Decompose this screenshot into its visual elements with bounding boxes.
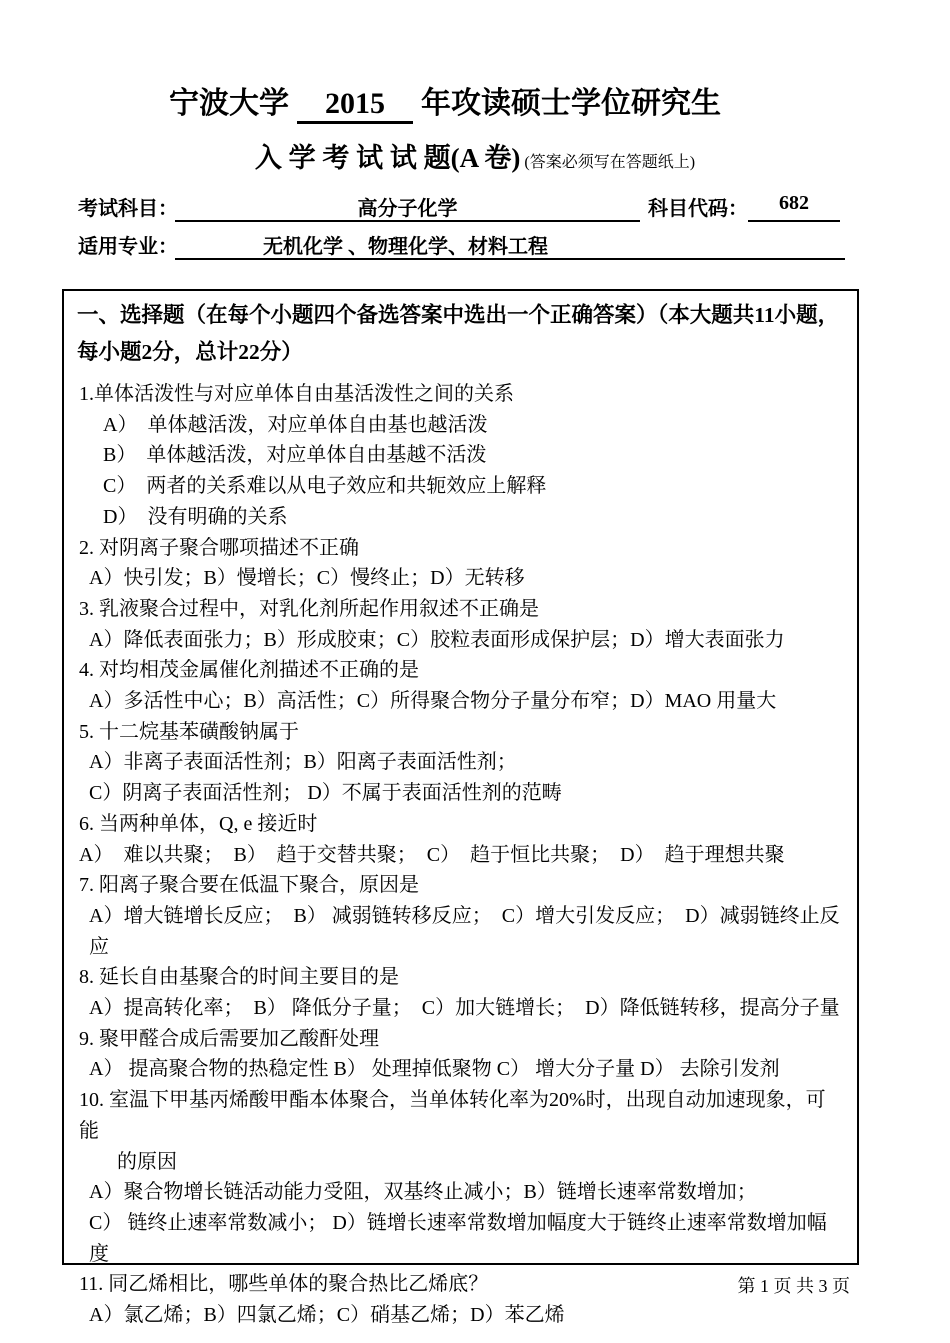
question-line: 11. 同乙烯相比，哪些单体的聚合热比乙烯底？ — [79, 1273, 489, 1296]
major-value: 无机化学 、物理化学、材料工程 — [175, 230, 845, 260]
question-line: A）非离子表面活性剂；B）阳离子表面活性剂； — [89, 751, 517, 774]
subject-value: 高分子化学 — [175, 192, 640, 222]
major-row — [78, 230, 845, 260]
question-line: A）聚合物增长链活动能力受阻，双基终止减小；B）链增长速率常数增加； — [89, 1181, 757, 1204]
section-title-line1: 一、选择题（在每个小题四个备选答案中选出一个正确答案）（本大题共11小题， — [77, 303, 840, 327]
question-line: C） 两者的关系难以从电子效应和共轭效应上解释 — [103, 475, 547, 498]
subject-row — [78, 192, 840, 222]
question-line: A）多活性中心；B）高活性；C）所得聚合物分子量分布窄；D）MAO 用量大 — [89, 690, 777, 713]
question-line: 9. 聚甲醛合成后需要加乙酸酐处理 — [79, 1027, 379, 1050]
question-line: 7. 阳离子聚合要在低温下聚合，原因是 — [79, 874, 419, 897]
question-line: A） 难以共聚； B） 趋于交替共聚； C） 趋于恒比共聚； D） 趋于理想共聚 — [79, 843, 785, 866]
code-value: 682 — [748, 192, 840, 222]
question-line: A） 单体越活泼，对应单体自由基也越活泼 — [103, 413, 488, 436]
exam-title-university: 宁波大学 — [169, 87, 289, 120]
exam-title — [0, 78, 890, 124]
exam-subtitle-main: 入 学 考 试 试 题(A 卷) — [254, 143, 521, 173]
question-line: D） 没有明确的关系 — [103, 505, 288, 528]
section-title — [77, 297, 845, 371]
question-line: A）增大链增长反应； B） 减弱链转移反应； C）增大引发反应； D）减弱链终止反应 — [89, 904, 840, 958]
subject-label: 考试科目： — [78, 198, 178, 220]
section-title-line2: 每小题2分，总计22分） — [77, 340, 303, 364]
exam-subtitle-note: (答案必须写在答题纸上) — [520, 154, 696, 171]
question-line: A）降低表面张力；B）形成胶束；C）胶粒表面形成保护层；D）增大表面张力 — [89, 628, 785, 651]
question-line: A） 提高聚合物的热稳定性 B） 处理掉低聚物 C） 增大分子量 D） 去除引发剂 — [89, 1058, 780, 1081]
question-line: 4. 对均相茂金属催化剂描述不正确的是 — [79, 659, 419, 682]
question-line: 2. 对阴离子聚合哪项描述不正确 — [79, 536, 359, 559]
exam-subtitle — [0, 136, 950, 175]
question-line: 的原因 — [117, 1150, 177, 1173]
code-label: 科目代码： — [648, 198, 748, 220]
question-line: C） 链终止速率常数减小； D）链增长速率常数增加幅度大于链终止速率常数增加幅度 — [89, 1211, 827, 1265]
questions-list — [77, 379, 845, 1331]
major-label: 适用专业： — [78, 236, 178, 258]
question-line: B） 单体越活泼，对应单体自由基越不活泼 — [103, 444, 487, 467]
exam-title-year: 2015 — [297, 87, 413, 124]
question-line: 10. 室温下甲基丙烯酸甲酯本体聚合，当单体转化率为20%时，出现自动加速现象，可能 — [79, 1089, 826, 1142]
question-line: 5. 十二烷基苯磺酸钠属于 — [79, 720, 299, 743]
question-line: 3. 乳液聚合过程中，对乳化剂所起作用叙述不正确是 — [79, 597, 539, 620]
question-line: 8. 延长自由基聚合的时间主要目的是 — [79, 966, 399, 989]
page-footer: 第 1 页 共 3 页 — [737, 1276, 850, 1296]
question-line: A）氯乙烯；B）四氯乙烯；C）硝基乙烯；D）苯乙烯 — [89, 1304, 565, 1327]
question-line: 6. 当两种单体，Q, e 接近时 — [79, 812, 318, 835]
question-line: 1.单体活泼性与对应单体自由基活泼性之间的关系 — [79, 383, 514, 405]
question-line: A）快引发；B）慢增长；C）慢终止；D）无转移 — [89, 567, 525, 590]
question-line: C）阴离子表面活性剂； D）不属于表面活性剂的范畴 — [89, 782, 562, 805]
exam-title-suffix: 年攻读硕士学位研究生 — [421, 87, 721, 120]
question-line: A）提高转化率； B） 降低分子量； C）加大链增长； D）降低链转移，提高分子量 — [89, 997, 840, 1020]
